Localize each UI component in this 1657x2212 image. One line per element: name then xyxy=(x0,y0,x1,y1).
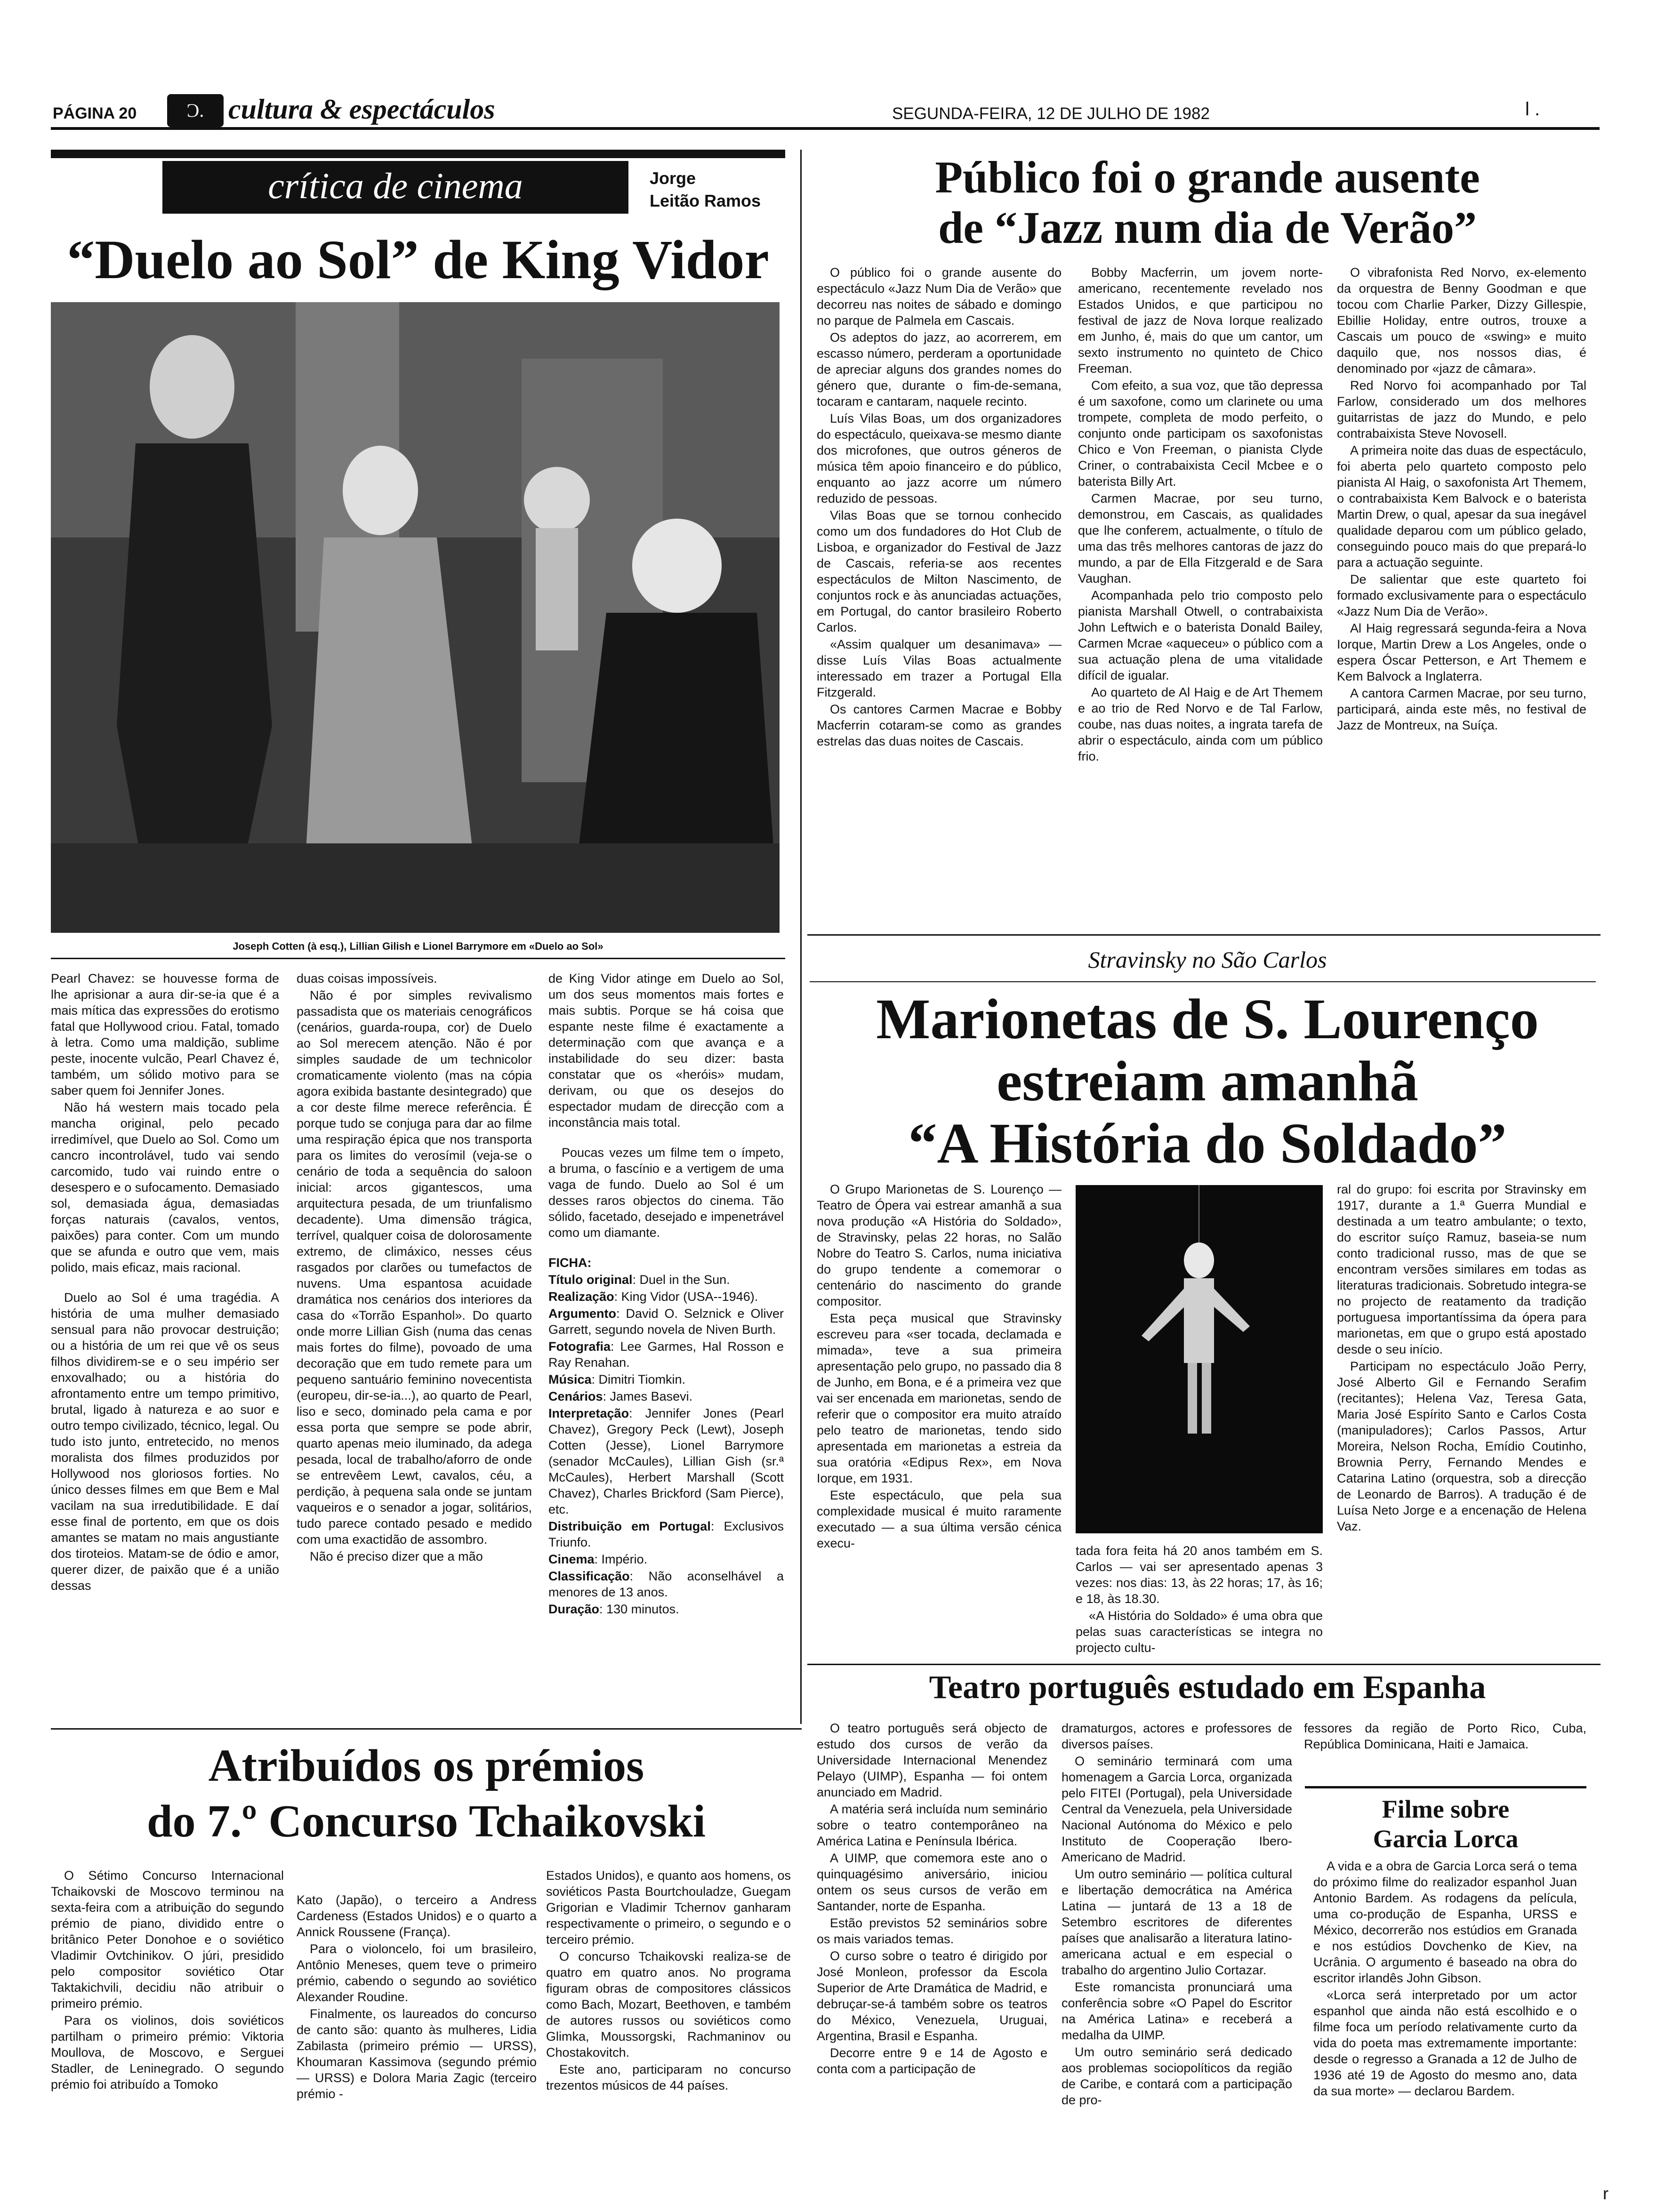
ficha-item xyxy=(548,1338,784,1370)
jazz-paragraph: Ao quarteto de Al Haig e de Art Themem e ao trio de Red Norvo e de Tal Farlow, coube, nas duas noites, a ingrata tarefa de abrir o espectáculo, ainda com um público frio. xyxy=(1078,685,1323,763)
lorca-paragraph: «Lorca será interpretado por um actor espanhol que ainda não está escolhido e o filme foca um período relativamente curto da vida do poeta mas extremamente importante: desde o regresso a Granada a 12 de Julho de 1936 até 19 de Agosto do mesmo ano, data da sua morte» — declarou Bardem. xyxy=(1313,1988,1577,2098)
jazz-paragraph: Al Haig regressará segunda-feira a Nova Iorque, Martin Drew a Los Angeles, onde o espera Óscar Petterson, e Art Themem e Kem Balvock a Inglaterra. xyxy=(1337,621,1586,683)
header-rule xyxy=(51,127,1600,130)
ficha-value: : King Vidor (USA--1946). xyxy=(614,1290,758,1304)
ficha-key: Interpretação xyxy=(548,1406,629,1420)
critica-top-rule xyxy=(51,150,785,158)
film-still-image-icon xyxy=(51,302,780,933)
marionetas-bottom-rule xyxy=(807,1664,1601,1665)
marionetas-paragraph: Participam no espectáculo João Perry, José Alberto Gil e Fernando Serafim (recitantes); Helena Vaz, Teresa Gata, Maria José Espírito Santo e Carlos Costa (manipuladores); Carlos Passos, Artur Moreira, Nelson Rocha, Emídio Coutinho, Brownia Perry, Fernando Mendes e Catarina Latino (orquestra, sob a direcção de Leonardo de Barros). A tradução é de Luísa Neto Jorge e a encenação de Helena Vaz. xyxy=(1337,1359,1586,1533)
tchaikovski-column-3 xyxy=(546,1867,791,2094)
lorca-headline-line2: Garcia Lorca xyxy=(1373,1825,1519,1853)
photo-caption: Joseph Cotten (à esq.), Lillian Gilish e Lionel Barrymore em «Duelo ao Sol» xyxy=(233,940,603,952)
section-title: cultura & espectáculos xyxy=(228,94,495,125)
critica-paragraph: Poucas vezes um filme tem o ímpeto, a bruma, o fascínio e a vertigem de uma vaga de fundo. Duelo ao Sol é um desses raros objectos do cinema. Tão sólido, facetado, desejado e impenetrável como um diamante. xyxy=(548,1146,784,1240)
critica-paragraph: Pearl Chavez: se houvesse forma de lhe aprisionar a aura dir-se-ia que é a mais mítica das expressões do erotismo fatal que Hollywood criou. Fatal, tomado à letra. Como uma maldição, sublime peste, inocente vulcão, Pearl Chavez é, também, um sólido motivo para se saber quem foi Jennifer Jones. xyxy=(51,971,279,1098)
marionetas-column-2 xyxy=(1076,1543,1323,1657)
ficha-item xyxy=(548,1272,784,1288)
ficha-key: Realização xyxy=(548,1290,614,1304)
critica-paragraph: duas coisas impossíveis. xyxy=(297,971,437,986)
marionetas-paragraph: O Grupo Marionetas de S. Lourenço — Teatro de Ópera vai estrear amanhã a sua nova produção «A História do Soldado», de Stravinsky, pelas 22 horas, no Salão Nobre do Teatro S. Carlos, numa iniciativa do grupo tendente a comemorar o centenário do nascimento do grande compositor. xyxy=(817,1182,1062,1308)
critica-paragraph: de King Vidor atinge em Duelo ao Sol, um dos seus momentos mais fortes e mais subtis. Porque se há coisa que espante neste filme é exactamente a determinação com que avança e a instabilidade do seu dizer: basta constatar que os «heróis» mudam, derivam, ou que os desejos do espectador mudam de direcção com a inconstância mais total. xyxy=(548,971,784,1130)
critica-paragraph: Não há western mais tocado pela mancha original, pelo pecado irredimível, que Duelo ao Sol. Como um cancro incontrolável, tudo vai sendo carcomido, tudo vai ruindo entre o desespero e o sufocamento. Demasiado sol, demasiada água, demasiadas forças naturais (cavalos, ventos, paixões) para conter. Com um mundo que se afunda e outro que vem, mais polido, mais eficaz, mais racional. xyxy=(51,1100,279,1274)
issue-date: SEGUNDA-FEIRA, 12 DE JULHO DE 1982 xyxy=(892,104,1210,123)
critica-column-2 xyxy=(297,970,532,1565)
ficha-item xyxy=(548,1405,784,1517)
ficha-value: : James Basevi. xyxy=(603,1389,693,1403)
teatro-paragraph: A matéria será incluída num seminário sobre o teatro contemporâneo na América Latina e Península Ibérica. xyxy=(817,1802,1047,1848)
tchaikovski-headline-line2: do 7.º Concurso Tchaikovski xyxy=(147,1796,706,1847)
jazz-paragraph: Luís Vilas Boas, um dos organizadores do espectáculo, queixava-se mesmo diante dos microfones, que outros géneros de música têm apoio financeiro e do público, enquanto ao jazz acorre um número reduzido de pessoas. xyxy=(817,411,1062,505)
critica-paragraph: Não é por simples revivalismo passadista que os materiais cenográficos (cenários, guarda-roupa, cor) de Duelo ao Sol merecem atenção. Não é por simples saudade de um technicolor cromaticamente violento (mas na cópia agora exibida bastante desintegrado) que a cor deste filme merece referência. É porque tudo se conjuga para dar ao filme uma respiração épica que nos transporta para os limites do verosímil (veja-se o cenário de toda a sequência do saloon inicial: arcos gigantescos, uma arquitectura pesada, de um triunfalismo decadente). Uma dimensão trágica, terrível, qualquer coisa de dolorosamente extremo, de climáxico, nesses céus rasgados por clarões ou tumefactos de nuvens. Uma espantosa acuidade dramática nos cenários dos interiores da casa do «Torrão Espanhol». Do quarto onde morre Lillian Gish (numa das cenas mais fortes do filme), povoado de uma decoração que em tudo remete para um pequeno santuário feminino novecentista (europeu, dir-se-ia...), ao quarto de Pearl, liso e seco, dominado pela cama e por essa porta que sempre se pode abrir, quarto apenas meio iluminado, da adega pesada, local de trabalho/aforro de onde se entrevêem Lewt, cavalos, céu, a perdição, à pequena sala onde se juntam vaqueiros e o senador a jogar, solitários, tudo parece contado pesado e medido com uma exactidão de assombro. xyxy=(297,988,532,1547)
jazz-paragraph: De salientar que este quarteto foi formado exclusivamente para o espectáculo «Jazz Num Dia de Verão». xyxy=(1337,572,1586,618)
marionetas-column-3 xyxy=(1337,1181,1586,1535)
ficha-value: : Jennifer Jones (Pearl Chavez), Gregory Peck (Lewt), Joseph Cotten (Jesse), Lionel Barrymore (senador McCaules), Lillian Gish (sr.ª McCaules), Herbert Marshall (Scott Chavez), Charles Brickford (Sam Pierce), etc. xyxy=(548,1406,784,1516)
tchaikovski-paragraph: Para os violinos, dois soviéticos partilham o primeiro prémio: Viktoria Moullova, de Moscovo, e Serguei Stadler, de Leninegrado. O segundo prémio foi atribuído a Tomoko xyxy=(51,2013,284,2092)
tchaikovski-column-2 xyxy=(297,1892,537,2103)
ficha-key: Distribuição em Portugal xyxy=(548,1519,711,1533)
film-still-photo xyxy=(51,302,780,933)
jazz-paragraph: Bobby Macferrin, um jovem norte-americano, recentemente revelado nos Estados Unidos, e que participou no festival de jazz de Nova Iorque realizado em Junho, é, mais do que um cantor, um sexto instrumento no quinteto de Chico Freeman. xyxy=(1078,265,1323,376)
ficha-item xyxy=(548,1289,784,1305)
jazz-paragraph: «Assim qualquer um desanimava» — disse Luís Vilas Boas actualmente interessado em trazer a Portugal Ella Fitzgerald. xyxy=(817,637,1062,699)
ficha-value: : Lee Garmes, Hal Rosson e Ray Renahan. xyxy=(548,1339,784,1370)
teatro-paragraph: dramaturgos, actores e professores de diversos países. xyxy=(1062,1721,1292,1751)
ficha-key: Música xyxy=(548,1372,592,1387)
teatro-paragraph: fessores da região de Porto Rico, Cuba, República Dominicana, Haiti e Jamaica. xyxy=(1304,1721,1586,1751)
teatro-paragraph: O curso sobre o teatro é dirigido por José Monleon, professor da Escola Superior de Arte Dramática de Madrid, e debruçar-se-á também sobre os teatros do México, Venezuela, Uruguai, Argentina, Brasil e Espanha. xyxy=(817,1949,1047,2043)
ficha-key: Argumento xyxy=(548,1306,616,1321)
marionetas-paragraph: Esta peça musical que Stravinsky escreveu para «ser tocada, declamada e mimada», teve a sua primeira apresentação pelo grupo, no passado dia 8 de Junho, em Bona, e é a primeira vez que vai ser encenada em marionetas, sendo de referir que o compositor era muito atraído pelo teatro de marionetas, tendo sido apresentada em marionetas a estreia da sua oratória «Edipus Rex», em Nova Iorque, em 1931. xyxy=(817,1311,1062,1485)
jazz-paragraph: Acompanhada pelo trio composto pelo pianista Marshall Otwell, o contrabaixista John Leftwich e o baterista Donald Bailey, Carmen Mcrae «aqueceu» o público com a sua actuação plena de uma vitalidade difícil de igualar. xyxy=(1078,588,1323,682)
teatro-paragraph: Estão previstos 52 seminários sobre os mais variados temas. xyxy=(817,1916,1047,1946)
ficha-item xyxy=(548,1601,784,1617)
jazz-paragraph: Os adeptos do jazz, ao acorrerem, em escasso número, perderam a oportunidade de apreciar alguns dos grandes nomes do género que, durante o fim-de-semana, tocaram e cantaram, naquele recinto. xyxy=(817,330,1062,409)
jazz-headline-line1: Público foi o grande ausente xyxy=(935,152,1480,202)
critica-author-first: Jorge xyxy=(650,168,696,188)
critica-paragraph: Não é preciso dizer que a mão xyxy=(310,1549,483,1563)
marionetas-paragraph: Este espectáculo, que pela sua complexidade musical é muito raramente executado — a sua última versão cénica execu- xyxy=(817,1488,1062,1550)
tchaikovski-paragraph: Estados Unidos), e quanto aos homens, os soviéticos Pasta Bourtchouladze, Guegam Grigorian e Vladimir Tchernov ganharam respectivamente o primeiro, o segundo e o terceiro prémio. xyxy=(546,1868,791,1947)
lorca-headline-line1: Filme sobre xyxy=(1382,1795,1510,1823)
marionetas-headline-line3: “A História do Soldado” xyxy=(908,1112,1507,1175)
ficha-value: : Exclusivos Triunfo. xyxy=(548,1519,784,1549)
tchaikovski-paragraph: Para o violoncelo, foi um brasileiro, Antônio Meneses, quem teve o primeiro prémio, cabendo o segundo ao soviético Alexander Roudine. xyxy=(297,1942,537,2004)
ficha-item xyxy=(548,1371,784,1387)
ficha-value: : Império. xyxy=(594,1552,648,1566)
teatro-paragraph: Um outro seminário — política cultural e libertação democrática na América Latina — juntará de 13 a 18 de Setembro escritores de diferentes países que analisarão a literatura latino-americana actual e em especial o trabalho do argentino Julio Cortazar. xyxy=(1062,1867,1292,1977)
teatro-column-1 xyxy=(817,1720,1047,2078)
tchaikovski-headline-line1: Atribuídos os prémios xyxy=(208,1740,644,1791)
jazz-paragraph: Os cantores Carmen Macrae e Bobby Macferrin cotaram-se como as grandes estrelas das duas noites de Cascais. xyxy=(817,702,1062,748)
tchaikovski-paragraph: O concurso Tchaikovski realiza-se de quatro em quatro anos. No programa figuram obras de compositores clássicos como Bach, Mozart, Beethoven, e também de autores russos ou soviéticos como Glimka, Moussorgski, Rachmaninov ou Chostakovitch. xyxy=(546,1949,791,2060)
ficha-item xyxy=(548,1518,784,1550)
jazz-bottom-rule xyxy=(807,934,1601,936)
jazz-column-1 xyxy=(817,264,1062,750)
column-divider xyxy=(800,150,802,1724)
tchaikovski-paragraph: O Sétimo Concurso Internacional Tchaikovski de Moscovo terminou na sexta-feira com a atribuição do segundo prémio de piano, dividido entre o britânico Peter Donohoe e o soviético Vladimir Ovtchinikov. O júri, presidido pelo compositor soviético Otar Taktakichvili, decidiu não atribuir o primeiro prémio. xyxy=(51,1868,284,2011)
footer-mark: r xyxy=(1603,2184,1609,2203)
ficha-key: Cinema xyxy=(548,1552,595,1566)
ficha-value: : David O. Selznick e Oliver Garrett, segundo novela de Niven Burth. xyxy=(548,1306,784,1337)
tchaikovski-paragraph: Kato (Japão), o terceiro a Andress Cardeness (Estados Unidos) e o quarto a Annick Roussene (França). xyxy=(297,1893,537,1939)
ficha-item xyxy=(548,1568,784,1600)
teatro-headline: Teatro português estudado em Espanha xyxy=(929,1669,1486,1706)
teatro-paragraph: Um outro seminário será dedicado aos problemas sociopolíticos da região de Caribe, e contará com a participação de pro- xyxy=(1062,2045,1292,2107)
ficha-key: Duração xyxy=(548,1602,600,1616)
kicker-rule-left xyxy=(810,981,1596,982)
jazz-paragraph: O público foi o grande ausente do espectáculo «Jazz Num Dia de Verão» que decorreu nas noites de sábado e domingo no parque de Palmela em Cascais. xyxy=(817,265,1062,328)
ficha-title: FICHA: xyxy=(548,1256,592,1270)
section-logo-icon: Ɔ. xyxy=(167,94,224,127)
jazz-paragraph: A cantora Carmen Macrae, por seu turno, participará, ainda este mês, no festival de Jazz de Montreux, na Suíça. xyxy=(1337,686,1586,732)
ficha-key: Título original xyxy=(548,1273,633,1287)
teatro-paragraph: Este romancista pronunciará uma conferência sobre «O Papel do Escritor na América Latina» e receberá a medalha da UIMP. xyxy=(1062,1980,1292,2042)
critica-paragraph: Duelo ao Sol é uma tragédia. A história de uma mulher demasiado sensual para não provocar destruição; ou a história de um rei que vê os seus filhos dividirem-se e o seu império ser enxovalhado; ou a história do afrontamento entre um tempo primitivo, brutal, ligado à natureza e ao suor e outro tempo civilizado, técnico, legal. Ou tudo isto junto, entretecido, no menos moralista dos filmes produzidos por Hollywood nos gloriosos forties. No único desses filmes em que Bem e Mal vacilam na sua irredutibilidade. E daí esse final de portento, em que os dois amantes se matam no mais angustiante dos tiroteios. Matam-se de ódio e amor, querer dizer, de paixão que é a união dessas xyxy=(51,1290,279,1593)
critica-author-last: Leitão Ramos xyxy=(650,191,761,210)
teatro-paragraph: Decorre entre 9 e 14 de Agosto e conta com a participação de xyxy=(817,2046,1047,2076)
ficha-item xyxy=(548,1306,784,1338)
ficha-key: Classificação xyxy=(548,1569,630,1583)
critica-kicker: crítica de cinema xyxy=(268,165,523,206)
tchaikovski-paragraph: Este ano, participaram no concurso trezentos músicos de 44 países. xyxy=(546,2062,791,2092)
tchaikovski-paragraph: Finalmente, os laureados do concurso de canto são: quanto às mulheres, Lidia Zabilasta (primeiro prémio — URSS), Khoumaran Kassimova (segundo prémio — URSS) e Dolora Maria Zagic (terceiro prémio - xyxy=(297,2007,537,2101)
lorca-column xyxy=(1313,1858,1577,2100)
critica-column-1 xyxy=(51,970,279,1595)
teatro-paragraph: O seminário terminará com uma homenagem a Garcia Lorca, organizada pelo FITEI (Portugal), pela Universidade Central da Venezuela, pela Universidade Nacional Autónoma do México e pelo Instituto de Cooperação Ibero-Americano de Madrid. xyxy=(1062,1754,1292,1864)
teatro-paragraph: A UIMP, que comemora este ano o quinquagésimo aniversário, iniciou ontem os seus cursos de verão em Santander, norte de Espanha. xyxy=(817,1851,1047,1913)
ficha-value: : Não aconselhável a menores de 13 anos. xyxy=(548,1569,784,1599)
ficha-value: : Duel in the Sun. xyxy=(632,1273,730,1287)
marionetas-paragraph: tada fora feita há 20 anos também em S. Carlos — vai ser apresentado apenas 3 vezes: nos dias: 13, às 22 horas; 17, às 16; e 18, às 18.30. xyxy=(1076,1544,1323,1606)
marionetas-paragraph: «A História do Soldado» é uma obra que pelas suas características se integra no projecto cultu- xyxy=(1076,1609,1323,1655)
jazz-paragraph: A primeira noite das duas de espectáculo, foi aberta pelo quarteto composto pelo pianista Al Haig, o saxofonista Art Themem, o contrabaixista Kem Balvock e o baterista Martin Drew, o qual, apesar da sua inegável qualidade deparou com um público gelado, conseguindo pouco mais do que prepará-lo para a actuação seguinte. xyxy=(1337,443,1586,569)
critica-caption-rule xyxy=(51,958,785,959)
jazz-paragraph: Com efeito, a sua voz, que tão depressa é um saxofone, como um clarinete ou uma trompete, completa de modo perfeito, o conjunto onde participam os saxofonistas Chico e Von Freeman, o pianista Clyde Criner, o contrabaixista Cecil Mcbee e o baterista Billy Art. xyxy=(1078,378,1323,489)
marionetas-paragraph: ral do grupo: foi escrita por Stravinsky em 1917, durante a 1.ª Guerra Mundial e destinada a um teatro ambulante; o texto, do escritor suíço Ramuz, baseia-se num conto tradicional russo, mas de que se encontram versões similares em todas as literaturas tradicionais. Sobretudo integra-se no projecto de reatamento da tradição portuguesa importantíssima da ópera para marionetas, em que o grupo está apostado desde o seu início. xyxy=(1337,1182,1586,1356)
ficha-key: Cenários xyxy=(548,1389,603,1403)
ficha-item xyxy=(548,1388,784,1404)
critica-column-3 xyxy=(548,970,784,1618)
jazz-paragraph: Red Norvo foi acompanhado por Tal Farlow, considerado um dos melhores guitarristas de jazz do Mundo, e pelo contrabaixista Steve Novosell. xyxy=(1337,378,1586,441)
ficha-item xyxy=(548,1551,784,1567)
ficha-list xyxy=(548,1272,784,1617)
jazz-paragraph: Vilas Boas que se tornou conhecido como um dos fundadores do Hot Club de Lisboa, e organizador do Festival de Jazz de Cascais, referia-se aos recentes espectáculos de Milton Nascimento, de conjuntos rock e às anunciadas actuações, em Portugal, do cantor brasileiro Roberto Carlos. xyxy=(817,508,1062,634)
page-number: PÁGINA 20 xyxy=(53,104,137,122)
lorca-paragraph: A vida e a obra de Garcia Lorca será o tema do próximo filme do realizador espanhol Juan Antonio Bardem. As rodagens da película, uma co-produção de Espanha, URSS e México, decorrerão nos estúdios em Granada e nos estúdios Dovchenko de Kiev, na Ucrânia. O argumento é baseado na obra do escritor irlandês John Gibson. xyxy=(1313,1859,1577,1985)
marionette-photo xyxy=(1076,1185,1323,1533)
marionette-image-icon xyxy=(1076,1185,1323,1533)
critica-headline: “Duelo ao Sol” de King Vidor xyxy=(67,229,769,290)
teatro-column-3 xyxy=(1304,1720,1586,1753)
jazz-paragraph: O vibrafonista Red Norvo, ex-elemento da orquestra de Benny Goodman e que tocou com Charlie Parker, Dizzy Gillespie, Ebillie Holiday, entre outros, trouxe a Cascais um pouco de «swing» e muito daquilo que, nos nossos dias, é denominado por «jazz de câmara». xyxy=(1337,265,1586,376)
jazz-paragraph: Carmen Macrae, por seu turno, demonstrou, em Cascais, as qualidades que lhe conferem, actualmente, o título de uma das três melhores cantoras de jazz do mundo, a par de Ella Fitzgerald e de Sara Vaughan. xyxy=(1078,491,1323,585)
jazz-column-3 xyxy=(1337,264,1586,734)
ficha-value: : Dimitri Tiomkin. xyxy=(591,1372,686,1387)
jazz-column-2 xyxy=(1078,264,1323,765)
marionetas-kicker: Stravinsky no São Carlos xyxy=(1088,946,1327,973)
ficha-value: : 130 minutos. xyxy=(599,1602,679,1616)
ficha-key: Fotografia xyxy=(548,1339,611,1354)
tchaikovski-top-rule xyxy=(51,1728,802,1730)
tchaikovski-column-1 xyxy=(51,1867,284,2093)
marionetas-headline-line1: Marionetas de S. Lourenço xyxy=(876,987,1539,1051)
teatro-paragraph: O teatro português será objecto de estudo dos cursos de verão da Universidade Internacional Menendez Pelayo (UIMP), Espanha — foi ontem anunciado em Madrid. xyxy=(817,1721,1047,1799)
marionetas-column-1 xyxy=(817,1181,1062,1552)
corner-mark: l . xyxy=(1525,99,1540,120)
marionetas-headline-line2: estreiam amanhã xyxy=(997,1050,1418,1113)
teatro-column-2 xyxy=(1062,1720,1292,2109)
jazz-headline-line2: de “Jazz num dia de Verão” xyxy=(938,202,1477,253)
